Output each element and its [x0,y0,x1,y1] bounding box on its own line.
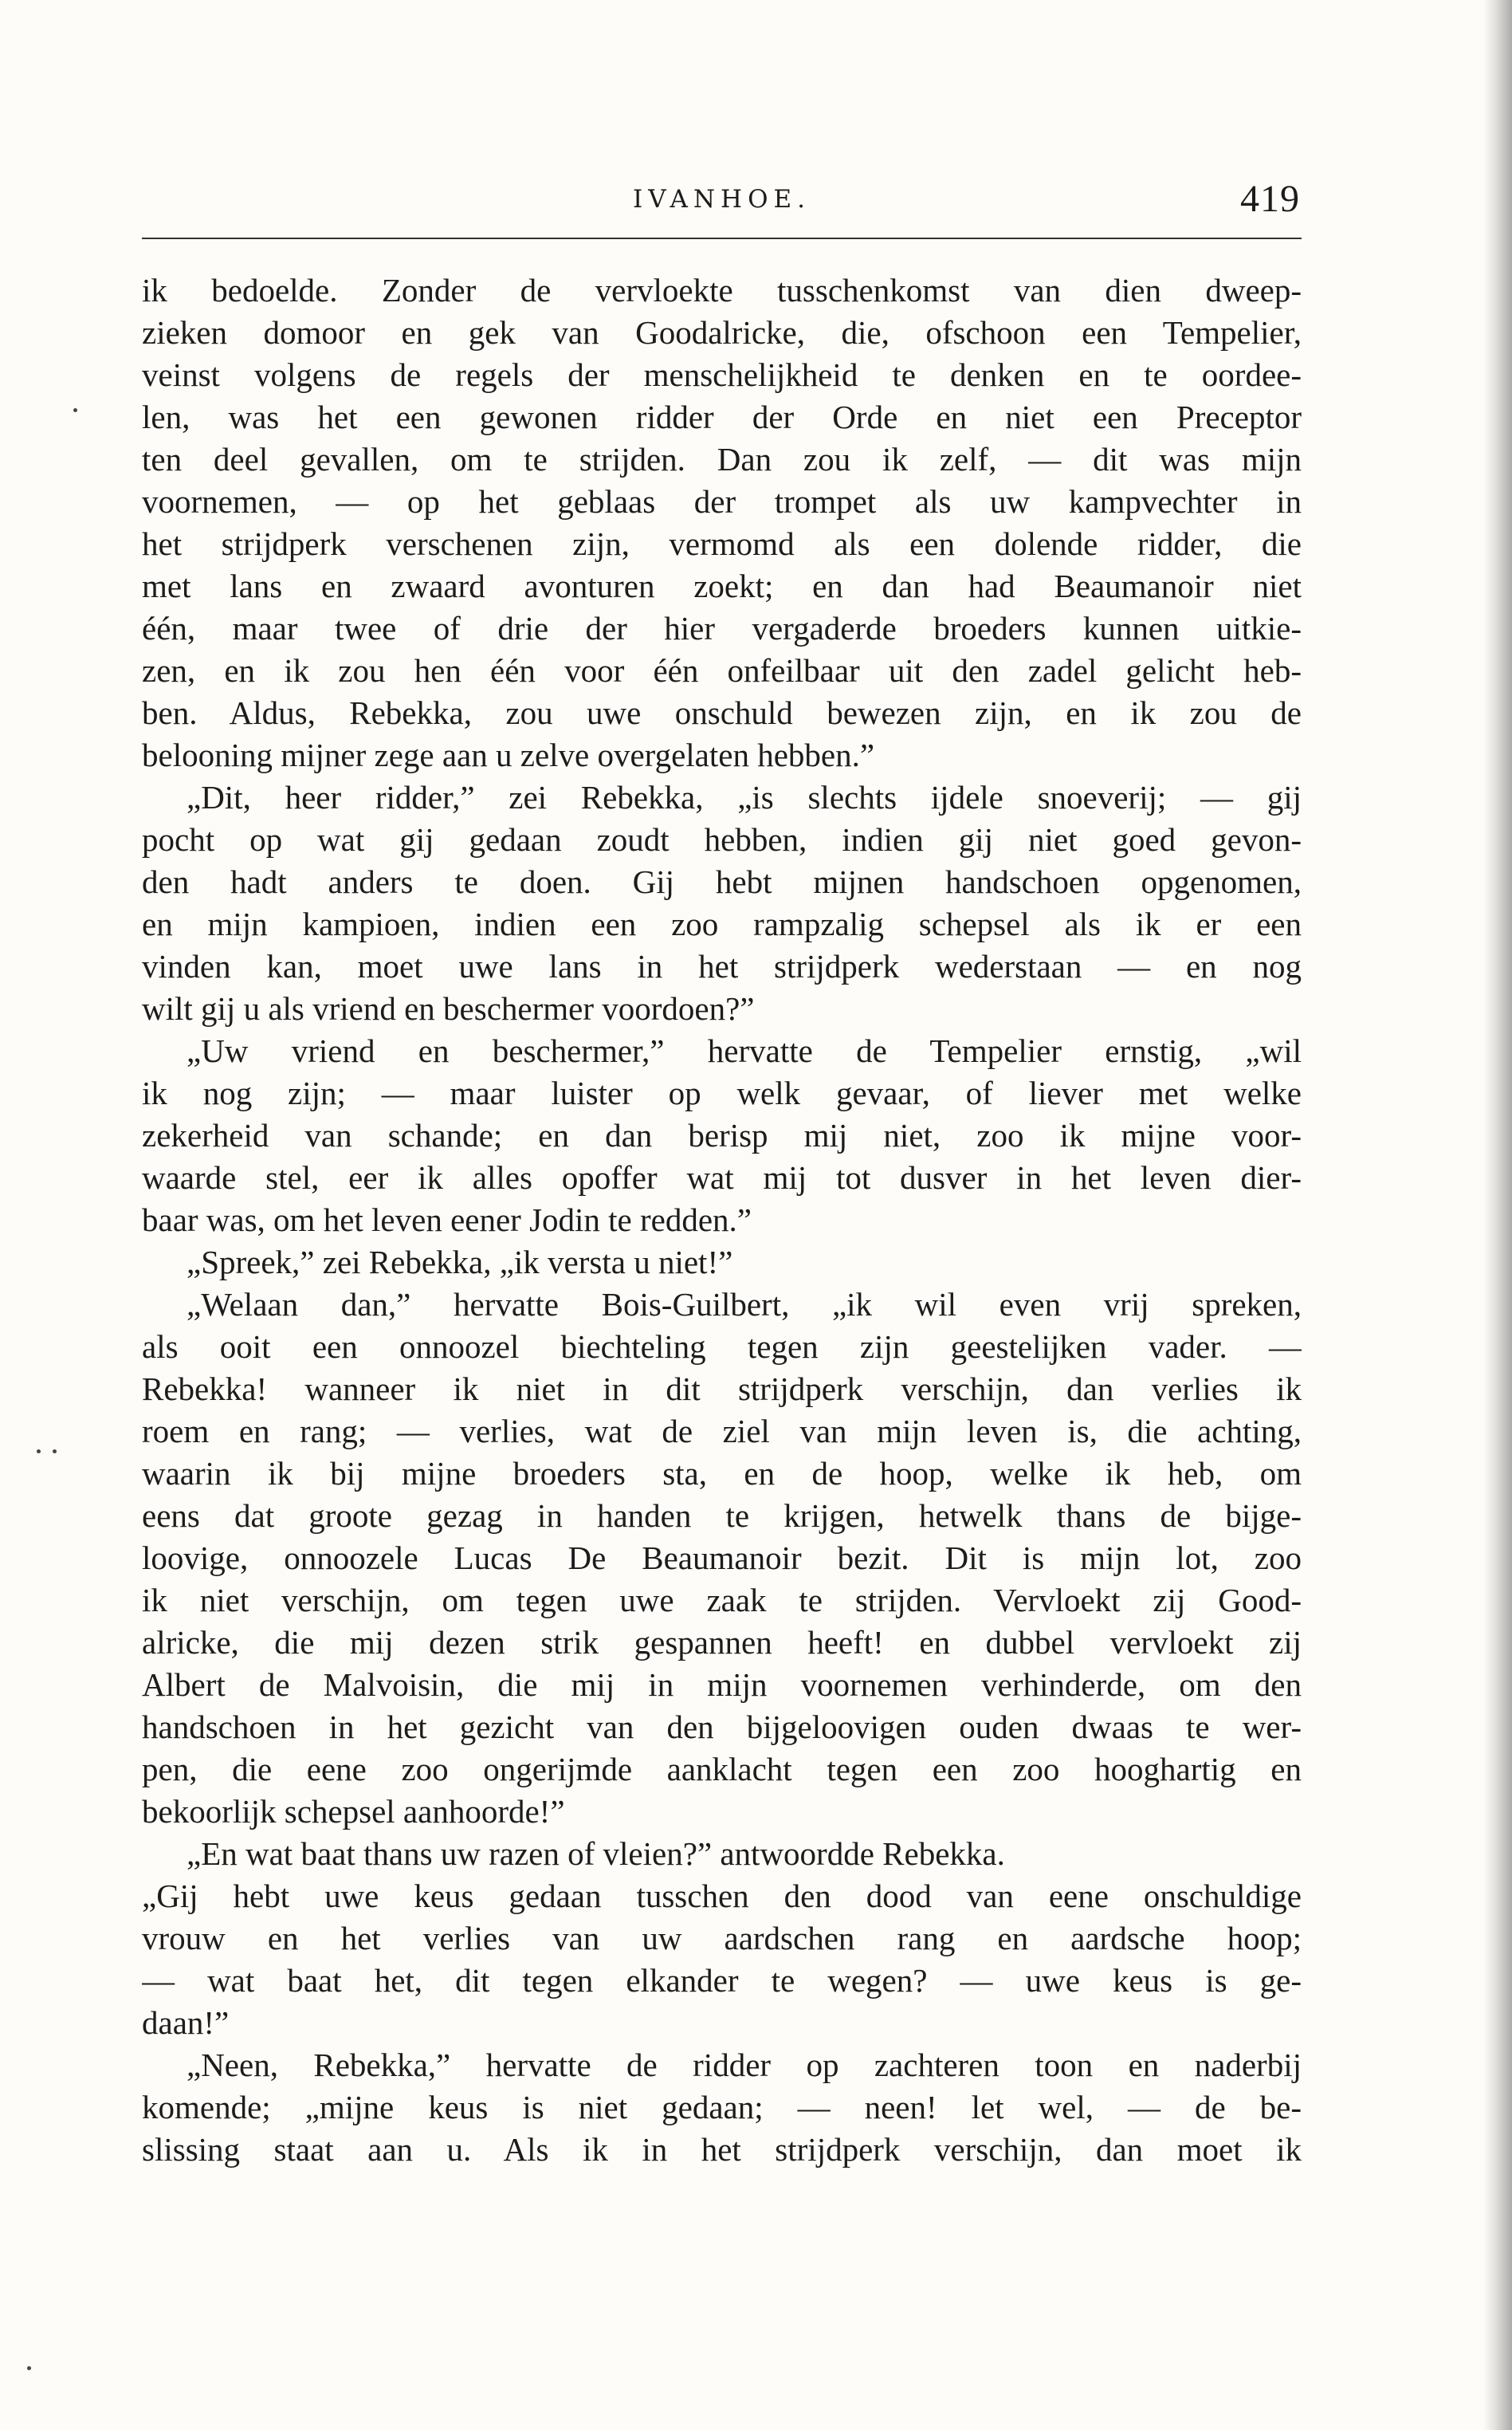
text-line: met lans en zwaard avonturen zoekt; en dan had Beaumanoir niet [142,568,1302,604]
text-line: „Welaan dan,” hervatte Bois-Guilbert, „ik wil even vrij spreken, [187,1286,1302,1323]
text-line: voornemen, — op het geblaas der trompet als uw kampvechter in [142,483,1302,520]
text-line: wilt gij u als vriend en beschermer voordoen?” [142,990,755,1027]
page-number: 419 [1240,178,1300,220]
text-line: als ooit een onnoozel biechteling tegen zijn geestelijken vader. — [142,1328,1302,1365]
text-line: waarin ik bij mijne broeders sta, en de hoop, welke ik heb, om [142,1455,1302,1492]
text-line: „En wat baat thans uw razen of vleien?” antwoordde Rebekka. [187,1835,1005,1872]
text-line: één, maar twee of drie der hier vergaderde broeders kunnen uitkie- [142,610,1302,647]
text-line: slissing staat aan u. Als ik in het strijdperk verschijn, dan moet ik [142,2131,1302,2168]
text-line: ten deel gevallen, om te strijden. Dan zou ik zelf, — dit was mijn [142,441,1302,478]
text-line: len, was het een gewonen ridder der Orde en niet een Preceptor [142,399,1302,435]
scan-speck [73,408,77,412]
text-line: „Uw vriend en beschermer,” hervatte de Tempelier ernstig, „wil [187,1032,1302,1069]
text-line: „Spreek,” zei Rebekka, „ik versta u niet!” [187,1244,733,1280]
text-line: alricke, die mij dezen strik gespannen heeft! en dubbel vervloekt zij [142,1624,1302,1661]
text-line: komende; „mijne keus is niet gedaan; — neen! let wel, — de be- [142,2089,1302,2125]
text-line: belooning mijner zege aan u zelve overgelaten hebben.” [142,737,875,773]
text-line: bekoorlijk schepsel aanhoorde!” [142,1793,565,1830]
text-line: eens dat groote gezag in handen te krijgen, hetwelk thans de bijge- [142,1497,1302,1534]
text-line: vrouw en het verlies van uw aardschen rang en aardsche hoop; [142,1920,1302,1956]
text-line: Rebekka! wanneer ik niet in dit strijdperk verschijn, dan verlies ik [142,1370,1302,1407]
text-line: pen, die eene zoo ongerijmde aanklacht tegen een zoo hooghartig en [142,1751,1302,1787]
text-line: den hadt anders te doen. Gij hebt mijnen handschoen opgenomen, [142,863,1302,900]
text-line: „Gij hebt uwe keus gedaan tusschen den dood van eene onschuldige [142,1878,1302,1914]
text-line: het strijdperk verschenen zijn, vermomd als een dolende ridder, die [142,525,1302,562]
text-line: roem en rang; — verlies, wat de ziel van mijn leven is, die achting, [142,1413,1302,1449]
text-line: vinden kan, moet uwe lans in het strijdperk wederstaan — en nog [142,948,1302,985]
text-line: pocht op wat gij gedaan zoudt hebben, indien gij niet goed gevon- [142,821,1302,858]
scan-edge-shadow [1483,0,1512,2430]
text-line: — wat baat het, dit tegen elkander te wegen? — uwe keus is ge- [142,1962,1302,1999]
text-line: „Neen, Rebekka,” hervatte de ridder op zachteren toon en naderbij [187,2047,1302,2083]
scan-speck [27,2366,31,2370]
text-line: ik nog zijn; — maar luister op welk gevaar, of liever met welke [142,1075,1302,1111]
text-line: ben. Aldus, Rebekka, zou uwe onschuld bewezen zijn, en ik zou de [142,694,1302,731]
scan-speck [37,1449,41,1453]
text-line: daan!” [142,2004,230,2041]
text-line: „Dit, heer ridder,” zei Rebekka, „is slechts ijdele snoeverij; — gij [187,779,1302,816]
text-line: waarde stel, eer ik alles opoffer wat mij tot dusver in het leven dier- [142,1159,1302,1196]
text-line: veinst volgens de regels der menschelijkheid te denken en te oordee- [142,356,1302,393]
text-line: Albert de Malvoisin, die mij in mijn voornemen verhinderde, om den [142,1666,1302,1703]
text-line: handschoen in het gezicht van den bijgeloovigen ouden dwaas te wer- [142,1708,1302,1745]
running-title: IVANHOE. [633,185,811,214]
text-line: ik niet verschijn, om tegen uwe zaak te strijden. Vervloekt zij Good- [142,1582,1302,1618]
text-line: ik bedoelde. Zonder de vervloekte tusschenkomst van dien dweep- [142,272,1302,309]
text-line: zekerheid van schande; en dan berisp mij niet, zoo ik mijne voor- [142,1117,1302,1154]
text-line: zen, en ik zou hen één voor één onfeilbaar uit den zadel gelicht heb- [142,652,1302,689]
page-header [142,174,1302,239]
text-line: zieken domoor en gek van Goodalricke, die, ofschoon een Tempelier, [142,314,1302,351]
scan-speck [53,1449,57,1453]
body-text [142,269,1302,2171]
text-line: loovige, onnoozele Lucas De Beaumanoir bezit. Dit is mijn lot, zoo [142,1539,1302,1576]
text-line: en mijn kampioen, indien een zoo rampzalig schepsel als ik er een [142,906,1302,942]
text-line: baar was, om het leven eener Jodin te redden.” [142,1201,752,1238]
